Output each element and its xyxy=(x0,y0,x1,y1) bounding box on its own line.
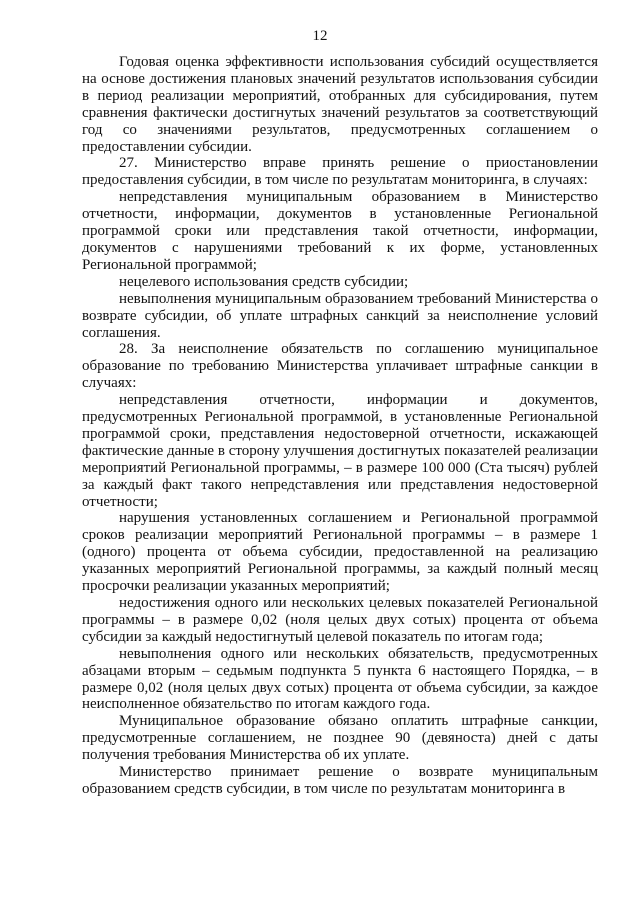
paragraph-penalty-reporting: непредставления отчетности, информации и документов, предусмотренных Региональной программой, в установленные Региональной программой сроки, представления недостоверной отчетности, искажающей фактические данные в сторону улучшения достигнутых показателей реализации мероприятий Региональной программы, – в размере 100 000 (Ста тысяч) рублей за каждый факт такого непредставления или представления недостоверной отчетности; xyxy=(82,392,598,510)
paragraph-penalty-deadlines: нарушения установленных соглашением и Региональной программой сроков реализации мероприятий Региональной программы – в размере 1 (одного) процента от объема субсидии, предоставленной на реализацию указанных мероприятий Региональной программы, за каждый полный месяц просрочки реализации указанных мероприятий; xyxy=(82,510,598,595)
page-number: 12 xyxy=(312,28,328,44)
paragraph-27-suspension: 27. Министерство вправе принять решение о приостановлении предоставления субсидии, в том числе по результатам мониторинга, в случаях: xyxy=(82,155,598,189)
paragraph-payment-deadline: Муниципальное образование обязано оплатить штрафные санкции, предусмотренные соглашением, не позднее 90 (девяноста) дней с даты получения требования Министерства об их уплате. xyxy=(82,713,598,764)
paragraph-nonsubmission-reports: непредставления муниципальным образованием в Министерство отчетности, информации, документов в установленные Региональной программой сроки или представления такой отчетности, информации, документов с нарушениями требований к их форме, установленных Региональной программой; xyxy=(82,189,598,273)
paragraph-misuse-funds: нецелевого использования средств субсидии; xyxy=(119,273,409,290)
paragraph-annual-evaluation: Годовая оценка эффективности использования субсидий осуществляется на основе достижения плановых значений результатов использования субсидии в период реализации мероприятий, отобранных для субсидирования, путем сравнения фактически достигнутых значений результатов за соответствующий год со значениями результатов, предусмотренных соглашением о предоставлении субсидии. xyxy=(82,54,598,155)
paragraph-penalty-targets: недостижения одного или нескольких целевых показателей Региональной программы – в размере 0,02 (ноля целых двух сотых) процента от объема субсидии за каждый недостигнутый целевой показатель по итогам года; xyxy=(82,595,598,645)
paragraph-penalty-obligations: невыполнения одного или нескольких обязательств, предусмотренных абзацами вторым – седьмым подпункта 5 пункта 6 настоящего Порядка, – в размере 0,02 (ноля целых двух сотых) процента от объема субсидии, за каждое неисполненное обязательство по итогам каждого года. xyxy=(82,645,598,713)
paragraph-return-decision: Министерство принимает решение о возврате муниципальным образованием средств субсидии, в том числе по результатам мониторинга в xyxy=(82,764,598,797)
paragraph-28-penalties: 28. За неисполнение обязательств по соглашению муниципальное образование по требованию Министерства уплачивает штрафные санкции в случаях: xyxy=(82,341,598,392)
document-body xyxy=(82,54,598,798)
paragraph-nonfulfillment-requirements: невыполнения муниципальным образованием требований Министерства о возврате субсидии, об уплате штрафных санкций за неисполнение условий соглашения. xyxy=(82,290,598,341)
